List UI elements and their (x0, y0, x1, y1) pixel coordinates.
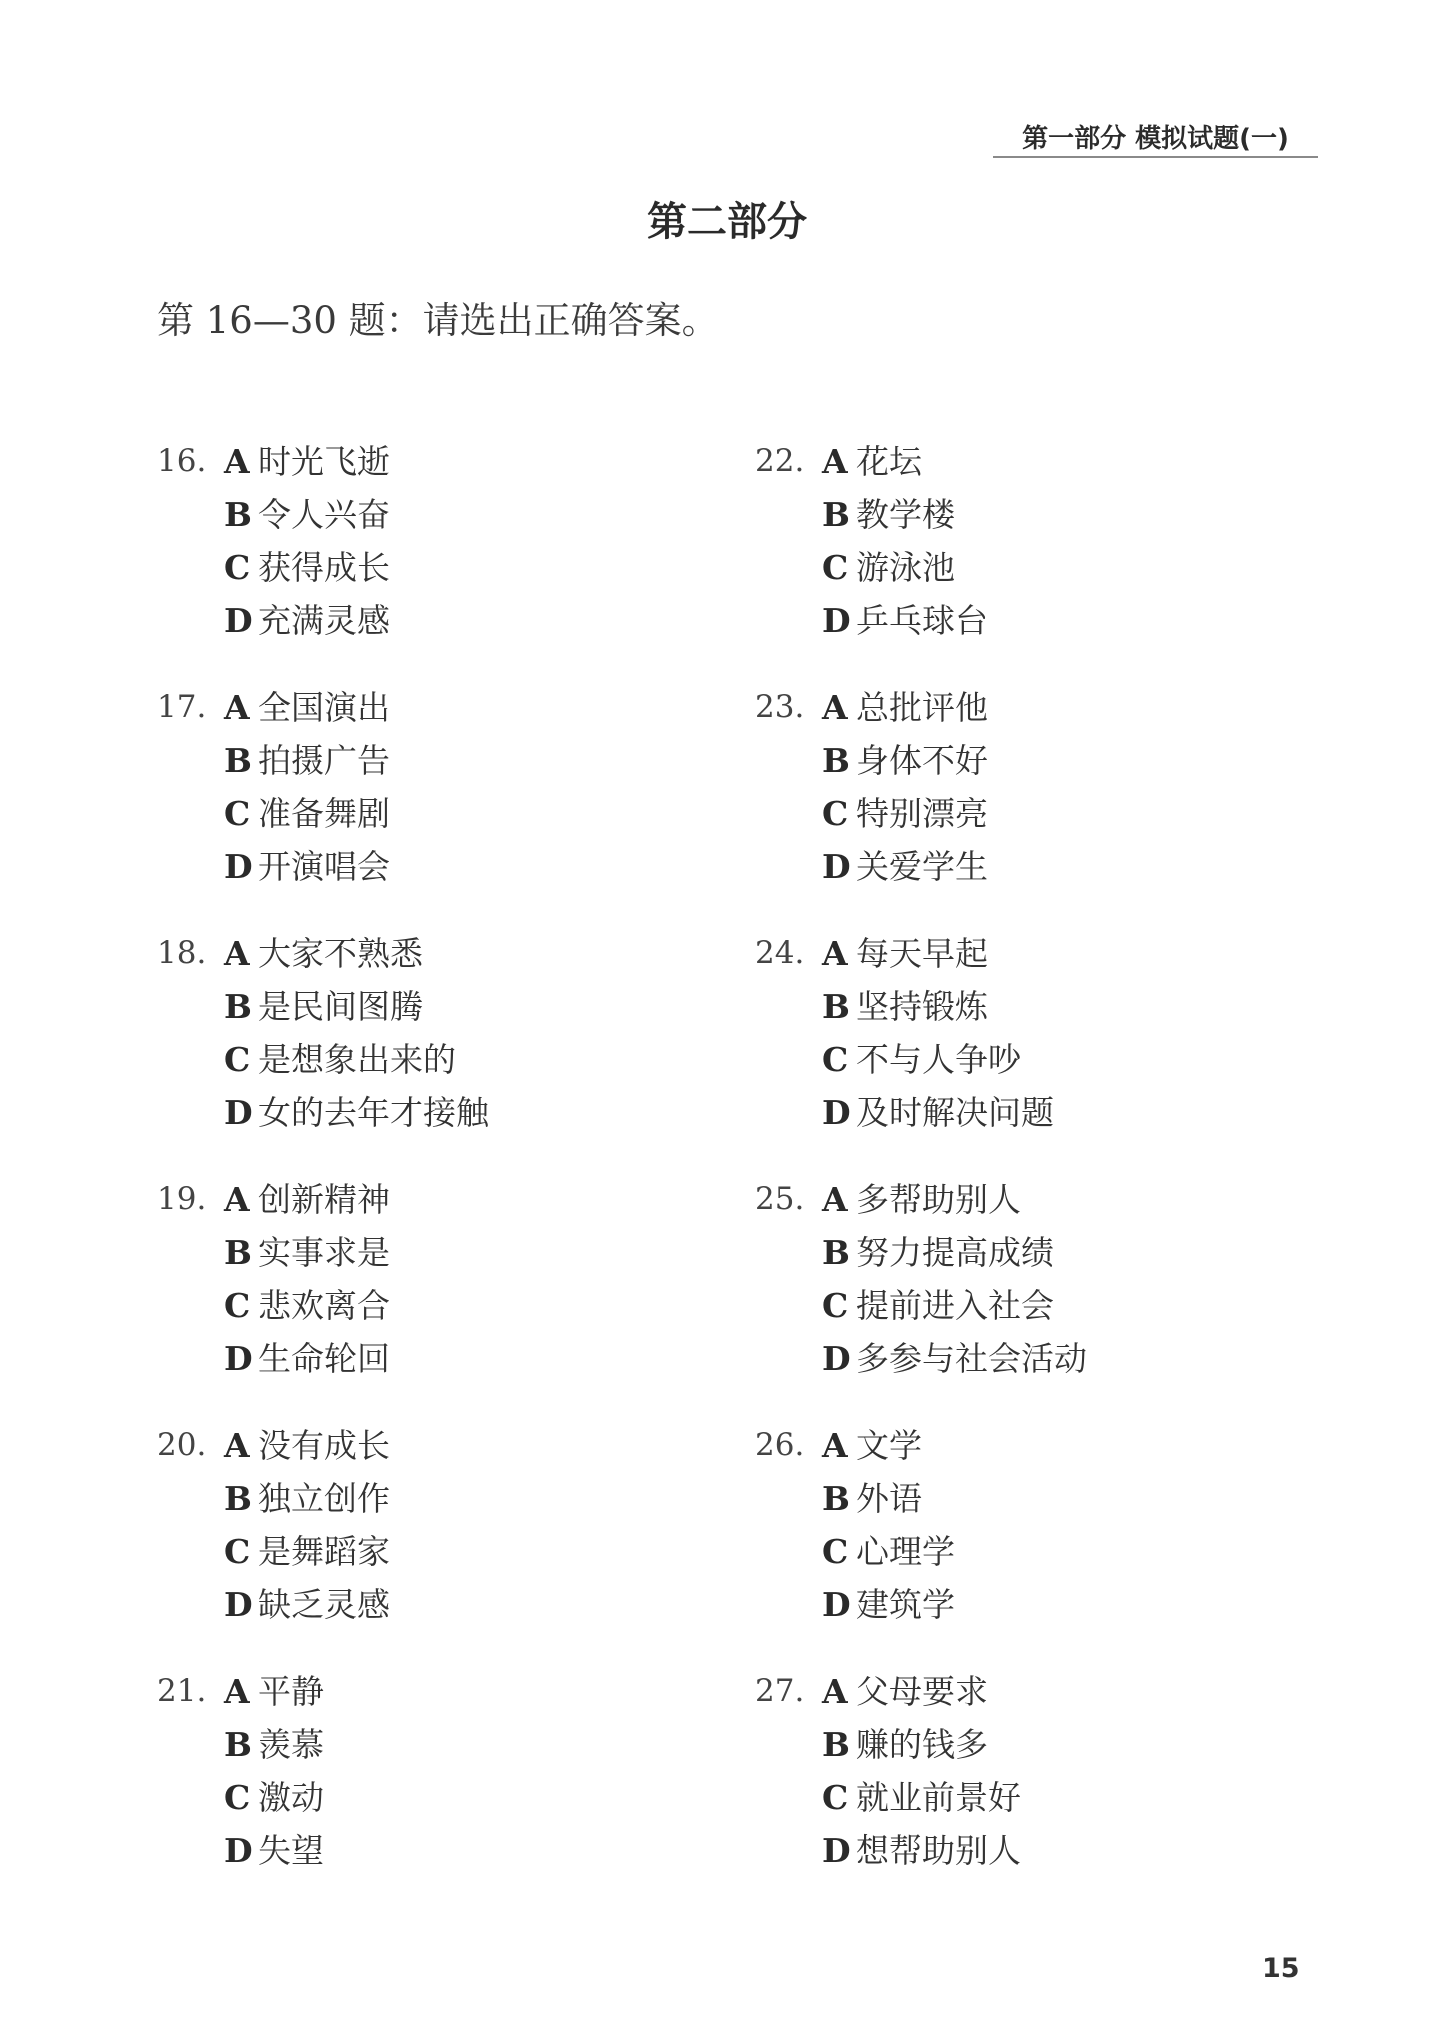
answer-option (822, 1665, 1021, 1718)
answer-option (822, 734, 988, 787)
option-letter: C (224, 1532, 251, 1571)
question-item (157, 1665, 757, 1911)
option-text: 平静 (258, 1672, 324, 1711)
left-question-column (157, 435, 757, 1911)
option-text: 努力提高成绩 (856, 1233, 1054, 1272)
option-letter: A (822, 934, 848, 973)
option-letter: A (224, 442, 250, 481)
option-text: 开演唱会 (258, 847, 390, 886)
option-letter: A (224, 688, 250, 727)
running-head: 第一部分 模拟试题(一) (1022, 124, 1289, 154)
option-letter: B (224, 495, 252, 534)
answer-option (822, 541, 988, 594)
answer-options (224, 435, 390, 647)
option-text: 大家不熟悉 (258, 934, 423, 973)
answer-option (224, 1033, 489, 1086)
option-letter: B (224, 1479, 252, 1518)
option-letter: D (822, 601, 851, 640)
option-letter: D (224, 1585, 253, 1624)
option-text: 特别漂亮 (856, 794, 988, 833)
option-text: 是民间图腾 (258, 987, 423, 1026)
option-letter: A (822, 688, 848, 727)
answer-option (224, 681, 390, 734)
answer-options (224, 1419, 390, 1631)
option-text: 总批评他 (856, 688, 988, 727)
option-letter: B (224, 741, 252, 780)
option-letter: C (822, 1286, 849, 1325)
question-number: 23. (755, 689, 805, 725)
answer-option (224, 787, 390, 840)
running-head-rule (993, 156, 1318, 158)
answer-option (224, 980, 489, 1033)
option-text: 父母要求 (856, 1672, 988, 1711)
option-text: 创新精神 (258, 1180, 390, 1219)
answer-options (224, 681, 390, 893)
option-letter: B (822, 987, 850, 1026)
option-text: 是想象出来的 (258, 1040, 456, 1079)
option-text: 多参与社会活动 (856, 1339, 1087, 1378)
option-text: 缺乏灵感 (258, 1585, 390, 1624)
option-text: 及时解决问题 (856, 1093, 1054, 1132)
option-letter: C (822, 548, 849, 587)
answer-option (224, 594, 390, 647)
answer-option (822, 1718, 1021, 1771)
option-letter: B (822, 1725, 850, 1764)
right-question-column (755, 435, 1355, 1911)
answer-options (822, 927, 1054, 1139)
option-text: 多帮助别人 (856, 1180, 1021, 1219)
answer-option (224, 1578, 390, 1631)
answer-option (822, 927, 1054, 980)
option-letter: B (822, 495, 850, 534)
option-text: 提前进入社会 (856, 1286, 1054, 1325)
option-letter: A (224, 1180, 250, 1219)
option-text: 就业前景好 (856, 1778, 1021, 1817)
answer-option (822, 1226, 1087, 1279)
answer-option (224, 1279, 390, 1332)
option-letter: D (822, 1339, 851, 1378)
option-text: 失望 (258, 1831, 324, 1870)
question-number: 25. (755, 1181, 805, 1217)
option-text: 充满灵感 (258, 601, 390, 640)
question-number: 26. (755, 1427, 805, 1463)
option-text: 生命轮回 (258, 1339, 390, 1378)
question-item (755, 435, 1355, 681)
option-letter: A (822, 1672, 848, 1711)
question-item (755, 681, 1355, 927)
option-text: 拍摄广告 (258, 741, 390, 780)
option-letter: C (224, 548, 251, 587)
answer-option (822, 1472, 955, 1525)
option-letter: A (822, 442, 848, 481)
answer-option (822, 840, 988, 893)
answer-option (224, 1086, 489, 1139)
answer-option (224, 488, 390, 541)
option-text: 独立创作 (258, 1479, 390, 1518)
answer-option (224, 1771, 324, 1824)
question-item (755, 1419, 1355, 1665)
option-text: 想帮助别人 (856, 1831, 1021, 1870)
option-letter: D (224, 1093, 253, 1132)
option-letter: C (822, 1778, 849, 1817)
option-letter: A (822, 1180, 848, 1219)
option-text: 时光飞逝 (258, 442, 390, 481)
answer-option (224, 1525, 390, 1578)
option-text: 建筑学 (856, 1585, 955, 1624)
option-text: 每天早起 (856, 934, 988, 973)
answer-option (224, 435, 390, 488)
answer-options (822, 1173, 1087, 1385)
question-number: 19. (157, 1181, 207, 1217)
option-text: 女的去年才接触 (258, 1093, 489, 1132)
question-number: 21. (157, 1673, 207, 1709)
option-letter: C (224, 794, 251, 833)
option-text: 实事求是 (258, 1233, 390, 1272)
answer-option (822, 1525, 955, 1578)
question-number: 16. (157, 443, 207, 479)
answer-option (822, 594, 988, 647)
option-letter: D (224, 601, 253, 640)
option-text: 准备舞剧 (258, 794, 390, 833)
answer-option (822, 1279, 1087, 1332)
option-letter: B (224, 987, 252, 1026)
answer-options (822, 1665, 1021, 1877)
option-letter: D (224, 847, 253, 886)
option-text: 乒乓球台 (856, 601, 988, 640)
instructions: 第 16—30 题：请选出正确答案。 (157, 299, 719, 342)
option-text: 不与人争吵 (856, 1040, 1021, 1079)
option-text: 令人兴奋 (258, 495, 390, 534)
option-letter: A (224, 934, 250, 973)
answer-options (224, 1173, 390, 1385)
question-number: 27. (755, 1673, 805, 1709)
option-text: 赚的钱多 (856, 1725, 988, 1764)
question-item (157, 1419, 757, 1665)
option-text: 悲欢离合 (258, 1286, 390, 1325)
option-text: 文学 (856, 1426, 922, 1465)
option-letter: B (224, 1725, 252, 1764)
answer-option (822, 435, 988, 488)
answer-option (224, 541, 390, 594)
answer-options (822, 681, 988, 893)
answer-option (224, 1665, 324, 1718)
question-item (157, 681, 757, 927)
option-letter: C (224, 1040, 251, 1079)
answer-option (224, 1173, 390, 1226)
answer-option (822, 1771, 1021, 1824)
option-letter: D (822, 847, 851, 886)
option-letter: A (224, 1672, 250, 1711)
option-letter: C (822, 794, 849, 833)
option-text: 全国演出 (258, 688, 390, 727)
answer-option (224, 1226, 390, 1279)
answer-option (822, 980, 1054, 1033)
answer-options (224, 1665, 324, 1877)
option-text: 教学楼 (856, 495, 955, 534)
option-letter: B (822, 1233, 850, 1272)
option-text: 是舞蹈家 (258, 1532, 390, 1571)
option-text: 坚持锻炼 (856, 987, 988, 1026)
option-text: 没有成长 (258, 1426, 390, 1465)
question-item (755, 1173, 1355, 1419)
option-letter: B (822, 1479, 850, 1518)
answer-option (224, 1824, 324, 1877)
option-letter: A (224, 1426, 250, 1465)
option-letter: D (224, 1831, 253, 1870)
answer-option (822, 1419, 955, 1472)
option-text: 身体不好 (856, 741, 988, 780)
answer-option (822, 1173, 1087, 1226)
question-item (157, 1173, 757, 1419)
option-letter: C (224, 1778, 251, 1817)
option-letter: C (822, 1040, 849, 1079)
answer-option (822, 488, 988, 541)
answer-options (822, 1419, 955, 1631)
answer-option (224, 1332, 390, 1385)
answer-option (224, 734, 390, 787)
option-text: 激动 (258, 1778, 324, 1817)
question-item (755, 927, 1355, 1173)
question-item (157, 927, 757, 1173)
question-number: 17. (157, 689, 207, 725)
answer-option (822, 1033, 1054, 1086)
answer-option (822, 1578, 955, 1631)
section-title: 第二部分 (647, 199, 807, 245)
option-letter: D (822, 1831, 851, 1870)
option-text: 关爱学生 (856, 847, 988, 886)
option-text: 花坛 (856, 442, 922, 481)
question-number: 24. (755, 935, 805, 971)
option-letter: D (822, 1585, 851, 1624)
page-number: 15 (1262, 1953, 1300, 1984)
option-text: 游泳池 (856, 548, 955, 587)
option-text: 获得成长 (258, 548, 390, 587)
option-text: 外语 (856, 1479, 922, 1518)
question-number: 22. (755, 443, 805, 479)
option-text: 心理学 (856, 1532, 955, 1571)
answer-option (224, 1419, 390, 1472)
answer-option (822, 1824, 1021, 1877)
answer-option (224, 1472, 390, 1525)
answer-options (822, 435, 988, 647)
answer-option (224, 1718, 324, 1771)
option-letter: D (224, 1339, 253, 1378)
option-letter: D (822, 1093, 851, 1132)
question-number: 18. (157, 935, 207, 971)
answer-option (224, 927, 489, 980)
question-item (157, 435, 757, 681)
answer-option (224, 840, 390, 893)
answer-options (224, 927, 489, 1139)
answer-option (822, 1086, 1054, 1139)
option-text: 羡慕 (258, 1725, 324, 1764)
option-letter: A (822, 1426, 848, 1465)
answer-option (822, 787, 988, 840)
option-letter: B (224, 1233, 252, 1272)
answer-option (822, 681, 988, 734)
option-letter: B (822, 741, 850, 780)
question-number: 20. (157, 1427, 207, 1463)
option-letter: C (822, 1532, 849, 1571)
option-letter: C (224, 1286, 251, 1325)
question-item (755, 1665, 1355, 1911)
answer-option (822, 1332, 1087, 1385)
